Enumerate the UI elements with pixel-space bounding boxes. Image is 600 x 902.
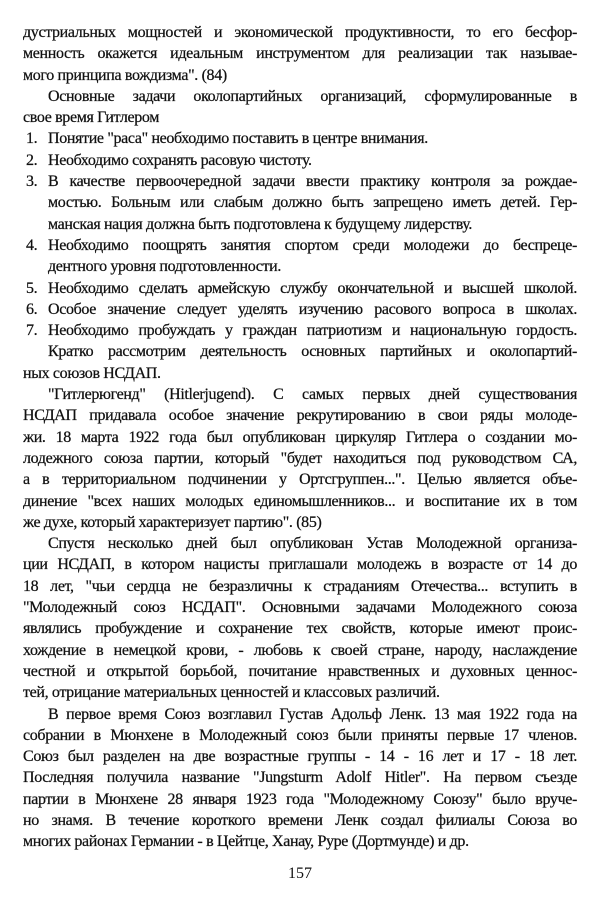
list-number: 6. — [26, 300, 38, 318]
list-item — [23, 278, 577, 299]
page-body — [23, 22, 577, 853]
text-line: динение "всех наших молодых единомышленников... и воспитание их в том — [23, 492, 577, 510]
list-item — [23, 235, 577, 256]
list-item-text: Необходимо сделать армейскую службу окончательной и высшей школой. — [48, 279, 577, 297]
list-number: 4. — [26, 236, 38, 254]
list-item-text: Необходимо пробуждать у граждан патриотизм и национальную гордость. — [48, 322, 577, 340]
text-line: собрании в Мюнхене в Молодежный союз были приняты первые 17 членов. — [23, 726, 577, 744]
text-line: менность окажется идеальным инструментом для реализации так называе- — [23, 45, 577, 63]
list-item-continuation: дентного уровня подготовленности. — [48, 258, 282, 276]
text-line: мого принципа вождизма". (84) — [23, 66, 227, 84]
text-line: Союз был разделен на две возрастные группы - 14 - 16 лет и 17 - 18 лет. — [23, 748, 577, 766]
text-line: партии в Мюнхене 28 января 1923 года "Молодежному Союзу" было вруче- — [23, 790, 577, 808]
text-line: хождение в немецкой крови, - любовь к своей стране, народу, наслаждение — [23, 641, 577, 659]
list-item-text: Особое значение следует уделять изучению расового вопроса в школах. — [48, 300, 577, 318]
text-line: ных союзов НСДАП. — [23, 364, 161, 382]
list-item — [23, 171, 577, 192]
text-line: но знамя. В течение короткого времени Ленк создал филиалы Союза во — [23, 811, 577, 829]
page-number: 157 — [288, 865, 312, 882]
list-number: 5. — [26, 279, 38, 297]
text-line: ции НСДАП, в котором нацисты приглашали молодежь в возрасте от 14 до — [23, 556, 577, 574]
list-number: 1. — [26, 130, 38, 148]
list-item-text: Понятие "раса" необходимо поставить в центре внимания. — [48, 130, 428, 148]
text-line: являлись пробуждение и сохранение тех свойств, которые имеют проис- — [23, 620, 577, 638]
list-item — [23, 150, 577, 171]
text-line: В первое время Союз возглавил Густав Адольф Ленк. 13 мая 1922 года на — [48, 705, 577, 723]
list-item — [23, 299, 577, 320]
text-line: дустриальных мощностей и экономической продуктивности, то его бесфор- — [23, 24, 577, 41]
list-number: 7. — [26, 322, 38, 340]
text-line: 18 лет, "чьи сердца не безразличны к страданиям Отечества... вступить в — [23, 577, 577, 595]
list-number: 2. — [26, 151, 38, 169]
text-line: честной и открытой борьбой, почитание нравственных и духовных ценнос- — [23, 662, 577, 680]
text-line: НСДАП придавала особое значение рекрутированию в свои ряды молоде- — [23, 407, 577, 425]
text-line: тей, отрицание материальных ценностей и классовых различий. — [23, 684, 440, 702]
list-item — [23, 320, 577, 341]
list-item-text: Необходимо поощрять занятия спортом среди молодежи до беспреце- — [48, 236, 577, 254]
text-line: "Гитлерюгенд" (Hitlerjugend). С самых первых дней существования — [48, 386, 577, 404]
text-line: лодежного союза партии, который "будет находиться под руководством СА, — [23, 449, 577, 467]
list-item-continuation: мостью. Больным или слабым должно быть запрещено иметь детей. Гер- — [48, 194, 577, 212]
text-line: Последняя получила название "Jungsturm Adolf Hitler". На первом съезде — [23, 769, 577, 787]
text-line: а в территориальном подчинении у Ортсгруппен...". Целью является объе- — [23, 471, 577, 489]
text-line: Кратко рассмотрим деятельность основных партийных и околопартий- — [48, 343, 577, 361]
text-line: жи. 18 марта 1922 года был опубликован циркуляр Гитлера о создании мо- — [23, 428, 577, 446]
text-line: Спустя несколько дней был опубликован Устав Молодежной организа- — [48, 535, 577, 553]
text-line: свое время Гитлером — [23, 109, 160, 127]
text-line: "Молодежный союз НСДАП". Основными задачами Молодежного союза — [23, 599, 577, 617]
list-item-text: Необходимо сохранять расовую чистоту. — [48, 151, 312, 169]
text-line: Основные задачи околопартийных организаций, сформулированные в — [48, 87, 577, 105]
list-item — [23, 128, 577, 149]
list-number: 3. — [26, 173, 38, 191]
text-line: же духе, который характеризует партию". (85) — [23, 513, 322, 531]
list-item-continuation: манская нация должна быть подготовлена к будущему лидерству. — [48, 215, 473, 233]
text-line: многих районах Германии - в Цейтце, Ханау, Руре (Дортмунде) и др. — [23, 833, 469, 851]
list-item-text: В качестве первоочередной задачи ввести практику контроля за рождае- — [48, 173, 577, 191]
